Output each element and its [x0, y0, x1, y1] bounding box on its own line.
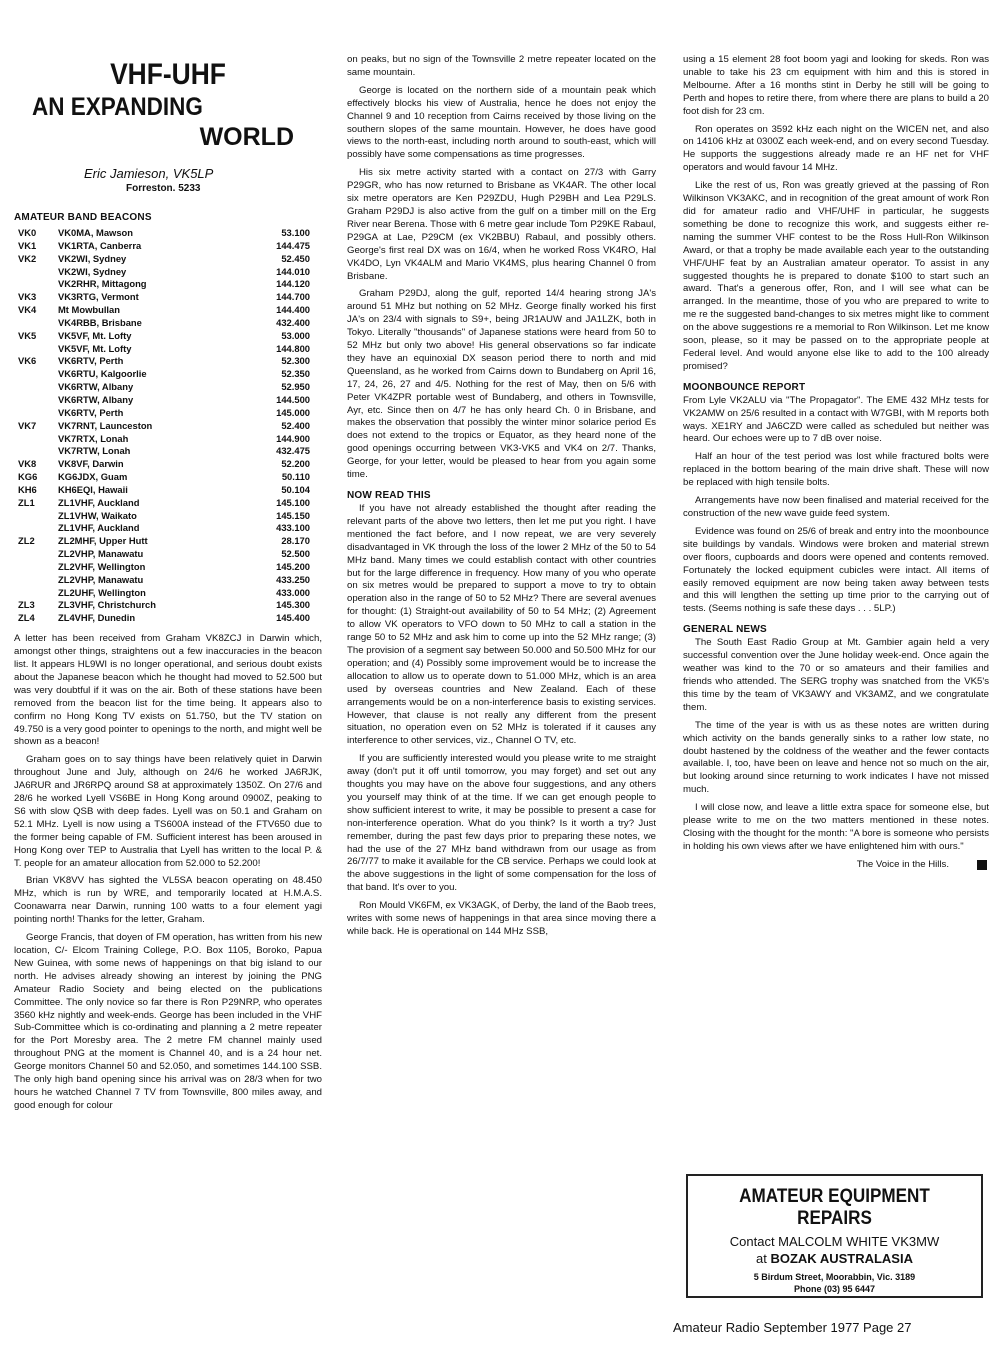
beacon-station: VK5VF, Mt. Lofty	[58, 342, 132, 354]
beacon-frequency: 145.200	[276, 560, 310, 572]
beacon-row	[14, 227, 322, 240]
beacon-prefix	[14, 561, 58, 574]
beacon-prefix	[14, 368, 58, 381]
general-news-heading: GENERAL NEWS	[683, 624, 767, 636]
column-3	[683, 54, 989, 870]
beacon-station: VK6RTV, Perth	[58, 406, 124, 418]
end-mark-icon	[977, 860, 987, 870]
beacon-frequency: 144.500	[276, 393, 310, 405]
ad-company-line	[688, 1251, 981, 1266]
author-address: Forreston. 5233	[126, 183, 201, 194]
beacon-prefix	[14, 433, 58, 446]
beacon-row	[14, 317, 322, 330]
beacon-row	[14, 599, 322, 612]
beacon-station: VK6RTU, Kalgoorlie	[58, 368, 147, 380]
ad-company: BOZAK AUSTRALASIA	[770, 1251, 913, 1266]
signoff-text: The Voice in the Hills.	[856, 858, 949, 870]
beacon-row	[14, 343, 322, 356]
beacon-prefix	[14, 381, 58, 394]
beacon-prefix	[14, 574, 58, 587]
ad-phone: Phone (03) 95 6447	[793, 1284, 876, 1294]
beacon-station: VK2WI, Sydney	[58, 252, 127, 264]
beacon-station: ZL2VHP, Manawatu	[58, 573, 144, 585]
beacon-frequency: 145.400	[276, 612, 310, 624]
paragraph: I will close now, and leave a little extra space for someone else, but please write to me on the two matters mentioned in these notes. Closing with the thought for the month: "A bore is someone who persists in holding his own views after we have enlightened him with ours."	[683, 802, 989, 852]
paragraph: on peaks, but no sign of the Townsville 2 metre repeater located on the same mountain.	[347, 54, 656, 78]
beacon-station: ZL3VHF, Christchurch	[58, 599, 156, 611]
beacon-station: ZL1VHF, Auckland	[58, 522, 140, 534]
beacon-frequency: 52.450	[281, 252, 310, 264]
beacon-frequency: 144.700	[276, 291, 310, 303]
paragraph: A letter has been received from Graham VK8ZCJ in Darwin which, amongst other things, straightens out a few inaccuracies in the beacon list. It appears HL9WI is no longer operational, and serious doubt exists about the Japanese beacon which he thought had moved to 52.500 but was very doubtful if it was on the air. Both of these stations have been removed from the beacon list for the time being. It appears also to confirm no Hong Kong TV exists on 51.750, but the TV station on 49.750 is a very good pointer to openings to the north, and might well be shown as a beacon!	[14, 633, 322, 748]
beacon-frequency: 144.800	[276, 342, 310, 354]
ad-address: 5 Birdum Street, Moorabbin, Vic. 3189	[753, 1272, 916, 1282]
beacon-prefix: VK2	[18, 252, 37, 264]
paragraph: Evidence was found on 25/6 of break and entry into the moonbounce site buildings by vandals. Windows were broken and material strewn over floors, cupboards and doors were opened and contents removed. Fortunately the locked equipment cubicles were intact. All items of easily removed equipment are now being taken away between tests and this will lengthen the setting up time prior to the carrying out of tests. (Seems nothing is safe these days . . . 5LP.)	[683, 525, 989, 615]
beacon-prefix: KG6	[18, 471, 38, 483]
beacon-frequency: 52.300	[281, 355, 310, 367]
beacon-row	[14, 394, 322, 407]
beacon-station: VK6RTV, Perth	[58, 355, 124, 367]
author-byline: Eric Jamieson, VK5LP	[84, 166, 214, 181]
beacon-row	[14, 522, 322, 535]
beacon-station: KG6JDX, Guam	[58, 471, 128, 483]
beacon-frequency: 433.250	[276, 573, 310, 585]
beacon-prefix: ZL2	[18, 535, 35, 547]
beacon-station: VK5VF, Mt. Lofty	[58, 329, 132, 341]
beacon-station: Mt Mowbullan	[58, 304, 120, 316]
beacon-prefix: VK6	[18, 355, 37, 367]
beacon-frequency: 50.110	[281, 471, 310, 483]
beacon-station: VK7RNT, Launceston	[58, 419, 153, 431]
column-3-body-b	[683, 395, 989, 617]
beacon-frequency: 52.350	[281, 368, 310, 380]
beacon-frequency: 144.400	[276, 304, 310, 316]
beacon-frequency: 52.400	[281, 419, 310, 431]
ad-contact: Contact MALCOLM WHITE VK3MW	[729, 1234, 940, 1249]
beacon-prefix	[14, 343, 58, 356]
beacon-station: ZL4VHF, Dunedin	[58, 612, 136, 624]
beacon-row	[14, 574, 322, 587]
advertisement-box	[686, 1174, 983, 1298]
beacon-frequency: 52.500	[281, 548, 310, 560]
beacon-prefix: KH6	[18, 483, 37, 495]
beacon-row	[14, 612, 322, 625]
column-2	[347, 54, 656, 944]
beacon-prefix	[14, 317, 58, 330]
beacon-row	[14, 407, 322, 420]
beacon-station: VK1RTA, Canberra	[58, 239, 142, 251]
moonbounce-heading: MOONBOUNCE REPORT	[683, 381, 806, 393]
beacon-prefix: VK5	[18, 329, 37, 341]
beacon-frequency: 145.150	[276, 509, 310, 521]
beacon-station: VK6RTW, Albany	[58, 393, 134, 405]
paragraph: Ron Mould VK6FM, ex VK3AGK, of Derby, the land of the Baob trees, writes with some news of happenings in that area since moving there a while back. He is operational on 144 MHz SSB,	[347, 900, 656, 937]
paragraph: Ron operates on 3592 kHz each night on the WICEN net, and also on 14106 kHz at 0300Z each week-end, and on every second Tuesday. He supports the suggestions already made re an HF net for VHF operators and would favour 14 MHz.	[683, 123, 989, 174]
beacon-station: ZL2VHP, Manawatu	[58, 548, 144, 560]
beacon-station: VK2RHR, Mittagong	[58, 278, 147, 290]
signoff	[683, 859, 989, 870]
paragraph: His six metre activity started with a contact on 27/3 with Garry P29GR, who has now returned to Brisbane as VK4AR. The other local six metre operators are Ken P29ZDU, Hugh P29BH and Lea P29LS. Graham P29DJ is also active from the gulf on a timber mill on the Erg River near Berena. Those with 6 metre gear include Tom P29KE Rabaul, P29GA at Lae, P29CM (ex VK2BBU) Rabaul, and possibly others. George's first real DX was on 16/4, when he worked Ross VK4RO, Hal VK4DO, Lyn VK4ALM and Mario VK4MS, plus hearing Channel 0 from Brisbane.	[347, 167, 656, 282]
title-line-3: WORLD	[199, 123, 294, 151]
title-line-1: VHF-UHF	[110, 58, 226, 91]
beacon-prefix: VK4	[18, 304, 37, 316]
beacon-station: VK6RTW, Albany	[58, 381, 134, 393]
beacon-frequency: 53.000	[281, 329, 310, 341]
paragraph: George is located on the northern side of a mountain peak which effectively blocks his view of Australia, hence he does not enjoy the Channel 9 and 10 reception from Cairns received by those living on the southern slopes of the same mountain. However, he does have good views to the north-east, including north around to south-east, which will possibly have some compensations as time progresses.	[347, 84, 656, 161]
beacon-station: ZL1VHF, Auckland	[58, 496, 140, 508]
paragraph: Half an hour of the test period was lost while fractured bolts were replaced in the bottom bearing of the main drive shaft. These will now be replaced with high tensile bolts.	[683, 451, 989, 489]
beacon-prefix	[14, 407, 58, 420]
beacon-station: VK8VF, Darwin	[58, 458, 124, 470]
now-read-heading: NOW READ THIS	[347, 490, 431, 501]
paragraph: If you have not already established the thought after reading the relevant parts of the above two letters, then let me put you right. I have mentioned the fact before, and I now repeat, we are very severely disadvantaged in VK through the loss of the lower 2 MHz of the 50 to 54 MHz band. Many times we could establish contact with other countries but for the large difference in frequency. How many of you who operate on six metres would be prepared to support a move to try to obtain operation also in the range of 50 to 52 MHz? There are several avenues for thought: (1) Straight-out availability of 50 to 54 MHz; (2) Agreement to allow VK operators to VFO down to 50 MHz to call a station in the range 50 to 52 MHz and ask him to come up into the 52 MHz range; (3) The provision of a segment say between 50.000 and 50.500 MHz for our operation; and (4) Possibly some improvement would be to increase the allocation to allow us to operate down to 51.000 MHz, which is an area used by overseas countries and New Zealand. Each of these arrangements would be on a non-interference basis to existing services. However, that clause is not really any different from the present situation, no operation even on 52 MHz is tolerated if it causes any interference to other services, viz., Channel O TV, etc.	[347, 503, 656, 747]
beacon-prefix: ZL3	[18, 599, 35, 611]
beacon-row	[14, 253, 322, 266]
beacon-prefix	[14, 445, 58, 458]
beacon-row	[14, 471, 322, 484]
beacon-frequency: 53.100	[281, 227, 310, 238]
paragraph: From Lyle VK2ALU via "The Propagator". The EME 432 MHz tests for VK2AMW on 25/6 resulted in a contact with W7GBI, with M reports both ways. XE1RY and JA6CZD were called as scheduled but neither was heard. Our echoes were up to 7 dB over noise.	[683, 394, 989, 445]
beacon-prefix: VK1	[18, 239, 37, 251]
beacon-station: VK3RTG, Vermont	[58, 291, 139, 303]
column-1-body	[14, 633, 322, 1113]
paragraph: George Francis, that doyen of FM operation, has written from his new location, C/- Elcom Training College, P.O. Box 1105, Boroko, Papua New Guinea, with some news of happenings on that big island to our north. He advises already showing an interest by joining the PNG Amateur Radio Society and being elected on the publications Committee. The only novice so far there is Ron P29NRP, who operates 3560 kHz nightly and week-ends. George has been included in the VHF Sub-Committee which is co-ordinating and planning a 2 metre repeater for the Port Moresby area. The 2 metre FM channel mainly used throughout PNG at the moment is Channel 40, and is a 24 hour net. George monitors Channel 50 and 52.050, and sometimes 144.100 SSB. The only high band opening since his arrival was on 28/3 when for two hours he watched Channel 7 TV from Townsville, 800 miles away, and good enough for colour	[14, 932, 322, 1111]
beacon-row	[14, 291, 322, 304]
beacon-prefix	[14, 394, 58, 407]
beacon-frequency: 144.475	[276, 239, 310, 251]
beacon-station: VK7RTW, Lonah	[58, 445, 131, 457]
beacon-prefix: VK8	[18, 458, 37, 470]
beacon-row	[14, 445, 322, 458]
beacon-station: VK7RTX, Lonah	[58, 432, 129, 444]
paragraph: Graham goes on to say things have been relatively quiet in Darwin throughout June and July, although on 24/6 he worked JA6RJK, JA6RUR and JR6RPQ around S8 at approximately 1350Z. On 27/6 and 28/6 he worked Lyell VS6BE in Hong Kong around 0900Z, peaking to S6 with slow QSB with deep fades. Lyell was on 50.1 and Graham on 52.1 MHz. Lyell is now using a TS600A instead of the FTV650 due to the former being capable of FM. Sufficient interest has been aroused in Hong Kong over TEP to Australia that Lyell has written to the local P. & T. people for an amateur allocation from 52.000 to 52.200!	[14, 754, 322, 869]
beacon-frequency: 144.010	[276, 265, 310, 277]
beacon-prefix: VK0	[18, 227, 37, 238]
beacon-frequency: 50.104	[281, 483, 310, 495]
paragraph: The time of the year is with us as these notes are written during which activity on the bands generally sinks to a rather low state, no doubt hastened by the coldness of the weather and the fewer contacts available. I, too, have been on leave and hence not so much on the air, but looking around since returning to work indicates I have not missed much.	[683, 719, 989, 796]
beacon-row	[14, 278, 322, 291]
beacon-row	[14, 587, 322, 600]
beacon-prefix: ZL4	[18, 612, 35, 624]
beacon-frequency: 433.100	[276, 522, 310, 534]
beacon-row	[14, 240, 322, 253]
column-2-body-b	[347, 503, 656, 939]
beacon-frequency: 52.950	[281, 381, 310, 393]
paragraph: Like the rest of us, Ron was greatly grieved at the passing of Ron Wilkinson VK3AKC, and in recognition of the great amount of work Ron did for amateur radio and VHF/UHF in particular, he suggests something be done to recognize this work, and suggests either re-naming the summer VHF contest to be the Ross Hull-Ron Wilkinson Award, or that a trophy be made available each year to the outstanding VHF/UHF feat by an Australian amateur operator. To assist in any suggested thoughts he is prepared to donate $100 to start such an award. That's a generous offer, Ron, and I will see what can be arranged. In the meantime, those of you who are prepared to write to me re the suggested band-changes to six metres might like to comment on the above suggestions re a memorial to Ron Wilkinson. Let me know soon, please, so it may be passed on to the appropriate people at Federal level. And would anyone else like to add to the 100 already promised?	[683, 180, 989, 372]
beacon-row	[14, 433, 322, 446]
beacon-station: ZL2VHF, Wellington	[58, 560, 146, 572]
beacon-frequency: 144.120	[276, 278, 310, 290]
beacon-row	[14, 548, 322, 561]
beacon-station: VK0MA, Mawson	[58, 227, 134, 238]
beacon-heading: AMATEUR BAND BEACONS	[14, 212, 152, 223]
beacon-frequency: 432.475	[276, 445, 310, 457]
ad-headline: AMATEUR EQUIPMENT REPAIRS	[739, 1186, 930, 1229]
beacon-frequency: 52.200	[281, 458, 310, 470]
beacon-frequency: 145.100	[276, 496, 310, 508]
beacon-list	[14, 227, 322, 625]
beacon-station: ZL2MHF, Upper Hutt	[58, 535, 148, 547]
beacon-row	[14, 561, 322, 574]
beacon-row	[14, 458, 322, 471]
beacon-station: ZL1VHW, Waikato	[58, 509, 137, 521]
paragraph: Arrangements have now been finalised and material received for the construction of the new wave guide feed system.	[683, 495, 989, 519]
column-2-body	[347, 54, 656, 482]
page-footer: Amateur Radio September 1977 Page 27	[673, 1320, 912, 1335]
beacon-prefix	[14, 522, 58, 535]
beacon-prefix: VK3	[18, 291, 37, 303]
beacon-prefix	[14, 548, 58, 561]
beacon-frequency: 144.900	[276, 432, 310, 444]
beacon-row	[14, 510, 322, 523]
ad-at: at	[756, 1251, 767, 1266]
beacon-row	[14, 381, 322, 394]
beacon-row	[14, 355, 322, 368]
beacon-prefix	[14, 510, 58, 523]
paragraph: If you are sufficiently interested would you please write to me straight away (don't put it off until tomorrow, you may forget) and set out any thoughts you may have on the above four suggestions, and any others you yourself may think of at the time. If we can get enough people to show sufficient interest to write, it may be possible to present a case for non-interference operation. What do you think? Is it worth a try? Just remember, during the past few days prior to preparing these notes, we had the use of the 27 MHz band withdrawn from our usage as from 26/7/77 to make it available for the CB service. Perhaps we could look at the above suggestions in the light of some compensation for the loss of that band. It's over to you.	[347, 753, 656, 894]
paragraph: using a 15 element 28 foot boom yagi and looking for skeds. Ron was unable to take his 23 cm equipment with him and this is stored in Melbourne. After a 16 months stint in Derby he still will be going to Perth and hopes to retire there, from where there are plans to build a 20 foot dish for 23 cm.	[683, 54, 989, 117]
paragraph: Brian VK8VV has sighted the VL5SA beacon operating on 48.450 MHz, which is run by WRE, and temporarily located at H.M.A.S. Coonawarra near Darwin, running 100 watts to a four element yagi pointing north! Thanks for the letter, Graham.	[14, 875, 322, 926]
column-1	[14, 54, 322, 1118]
column-3-body	[683, 54, 989, 374]
beacon-row	[14, 497, 322, 510]
beacon-frequency: 433.000	[276, 586, 310, 598]
beacon-row	[14, 368, 322, 381]
beacon-frequency: 145.300	[276, 599, 310, 611]
beacon-row	[14, 304, 322, 317]
beacon-station: KH6EQI, Hawaii	[58, 483, 128, 495]
beacon-prefix	[14, 587, 58, 600]
beacon-frequency: 145.000	[276, 406, 310, 418]
article-title	[14, 58, 322, 152]
title-line-2: AN EXPANDING	[32, 93, 203, 121]
beacon-row	[14, 266, 322, 279]
beacon-station: VK2WI, Sydney	[58, 265, 127, 277]
beacon-row	[14, 330, 322, 343]
beacon-prefix: VK7	[18, 419, 37, 431]
beacon-station: ZL2UHF, Wellington	[58, 586, 146, 598]
beacon-prefix	[14, 278, 58, 291]
beacon-row	[14, 484, 322, 497]
beacon-row	[14, 535, 322, 548]
column-3-body-c	[683, 637, 989, 854]
beacon-frequency: 28.170	[281, 535, 310, 547]
beacon-prefix	[14, 266, 58, 279]
beacon-station: VK4RBB, Brisbane	[58, 316, 142, 328]
beacon-frequency: 432.400	[276, 316, 310, 328]
paragraph: The South East Radio Group at Mt. Gambier again held a very successful convention over the June holiday week-end. Once again the weather was kind to the 70 or so amateurs and their families and friends who attended. The SERG trophy was snatched from the VK5's this time by the team of VK3AWY and VK3AMZ, and we congratulate them.	[683, 637, 989, 713]
beacon-prefix: ZL1	[18, 496, 35, 508]
beacon-row	[14, 420, 322, 433]
paragraph: Graham P29DJ, along the gulf, reported 14/4 hearing strong JA's around 51 MHz but nothing on 52 MHz. George finally worked his first JA's on 23/4 with signals to S9+, being JR1AUW and JA1LZK, both in Tokyo. Literally "thousands" of Japanese stations were heard from 50 to 52 MHz but only two above! His general observations so far indicate they have an equinoxial DX season period there to north and mid Queensland, as he worked from Cairns down to Bundaberg on April 16, 17, 24, 26, 27 and 4/5. Nothing for the rest of May, then on 5/6 with Peter VK4ZPR portable west of Bundaberg, and others in Townsville, Ayr, etc. Since then on 4/7 he has only heard Ch. 0 in Brisbane, and makes the observation that possibly the winter minor solarice period Es does not extend to the tropics or Equator, as they heard none of the good openings occurring between VK3-VK5 and VK4 on 2/7. Thanks, George, for your letter, would be pleased to hear from you again some time.	[347, 288, 656, 481]
